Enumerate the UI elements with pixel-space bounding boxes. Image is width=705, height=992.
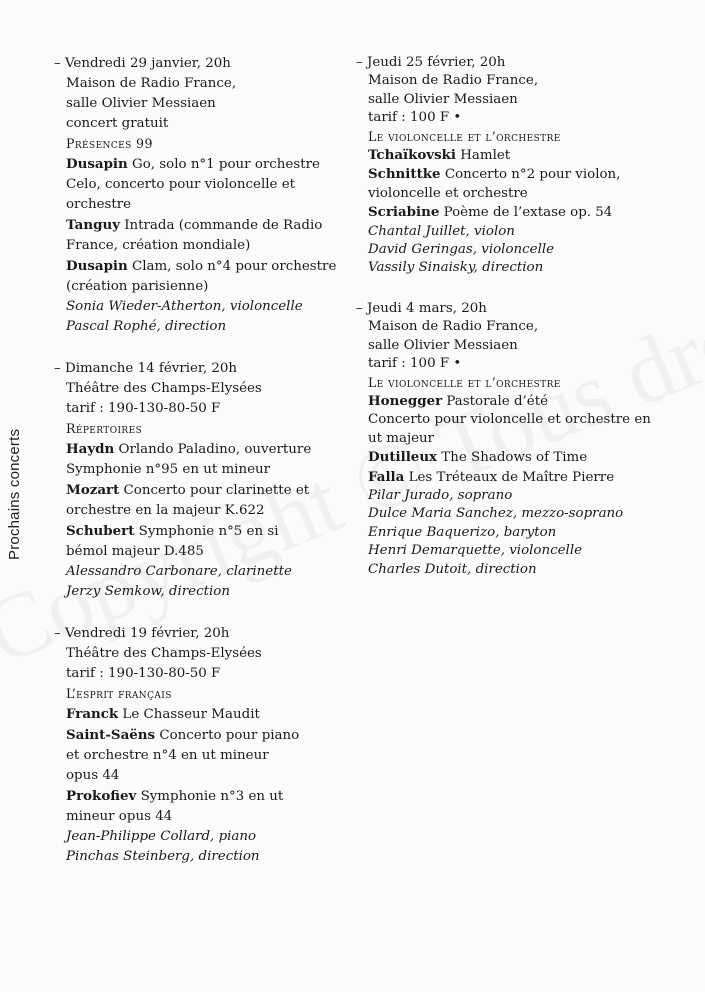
line-text: Jean-Philippe Collard, piano: [66, 829, 257, 844]
line-text: Symphonie n°95 en ut mineur: [66, 462, 271, 477]
info-line: [54, 94, 344, 114]
info-line: [54, 460, 344, 480]
info-line: [54, 114, 344, 134]
composer-name: Honegger: [368, 392, 443, 409]
line-text: Symphonie n°5 en si: [134, 524, 279, 539]
info-line: [356, 109, 696, 127]
info-line: [54, 746, 344, 766]
line-text: Hamlet: [455, 148, 511, 164]
line-text: Les Tréteaux de Maître Pierre: [404, 469, 615, 485]
line-text: Orlando Paladino, ouverture: [114, 442, 312, 457]
series-title: [356, 374, 696, 392]
line-text: Sonia Wieder-Atherton, violoncelle: [66, 299, 303, 314]
composer-name: Franck: [66, 706, 119, 722]
composer-name: Schubert: [66, 523, 135, 539]
line-text: The Shadows of Time: [437, 450, 588, 466]
series-title: [356, 128, 696, 146]
composer-name: Falla: [368, 468, 405, 485]
performer-line: [54, 827, 344, 847]
line-text: concert gratuit: [66, 116, 169, 131]
line-text: Symphonie n°3 en ut: [136, 789, 284, 804]
program-item: [54, 521, 344, 542]
line-text: ut majeur: [368, 430, 435, 446]
info-line: [356, 430, 696, 448]
info-line: [54, 807, 344, 827]
composer-name: Haydn: [66, 441, 115, 457]
line-text: orchestre: [66, 197, 132, 212]
concert-date: – Dimanche 14 février, 20h: [54, 361, 238, 376]
composer-name: Mozart: [66, 482, 120, 498]
composer-name: Saint-Saëns: [66, 727, 156, 743]
line-text: violoncelle et orchestre: [368, 185, 528, 201]
line-text: Go, solo n°1 pour orchestre: [127, 157, 320, 172]
concert-date: – Vendredi 29 janvier, 20h: [54, 56, 231, 71]
performer-line: [356, 259, 696, 277]
series-title: [54, 134, 344, 154]
info-line: [356, 72, 696, 90]
concert-date: – Vendredi 19 février, 20h: [54, 626, 230, 641]
program-item: [54, 725, 344, 746]
series-title: [54, 684, 344, 704]
concert-entry: [356, 300, 696, 579]
line-text: Le violoncelle et l’orchestre: [368, 374, 561, 390]
info-line: [54, 399, 344, 419]
info-line: [54, 175, 344, 195]
composer-name: Tchaïkovski: [368, 147, 456, 164]
line-text: opus 44: [66, 768, 120, 783]
info-line: [356, 411, 696, 429]
line-text: Pastorale d’été: [442, 393, 549, 409]
composer-name: Dusapin: [66, 156, 128, 172]
line-text: Intrada (commande de Radio: [119, 218, 323, 233]
line-text: Théâtre des Champs-Elysées: [66, 381, 262, 396]
program-item: [356, 468, 696, 487]
info-line: [54, 501, 344, 521]
line-text: salle Olivier Messiaen: [368, 337, 518, 353]
line-text: Concerto pour clarinette et: [119, 483, 310, 498]
program-item: [54, 215, 344, 236]
line-text: Concerto n°2 pour violon,: [440, 167, 621, 183]
line-text: Le Chasseur Maudit: [118, 707, 260, 722]
performer-line: [356, 505, 696, 523]
concert-entry: [54, 54, 344, 337]
performer-line: [54, 317, 344, 337]
composer-name: Tanguy: [66, 217, 120, 233]
side-label: Prochains concerts: [6, 428, 23, 560]
line-text: Enrique Baquerizo, baryton: [368, 524, 557, 540]
info-line: [54, 277, 344, 297]
line-text: salle Olivier Messiaen: [66, 96, 216, 111]
line-text: Théâtre des Champs-Elysées: [66, 646, 262, 661]
line-text: Dulce Maria Sanchez, mezzo-soprano: [368, 506, 624, 522]
line-text: Clam, solo n°4 pour orchestre: [127, 259, 337, 274]
line-text: Maison de Radio France,: [368, 73, 539, 89]
line-text: Concerto pour violoncelle et orchestre en: [368, 412, 651, 428]
info-line: [356, 318, 696, 336]
info-line: [54, 664, 344, 684]
program-item: [54, 704, 344, 725]
performer-line: [54, 847, 344, 867]
performer-line: [54, 582, 344, 602]
line-text: David Geringas, violoncelle: [368, 242, 555, 258]
info-line: [54, 542, 344, 562]
line-text: France, création mondiale): [66, 238, 251, 253]
line-text: bémol majeur D.485: [66, 544, 204, 559]
line-text: (création parisienne): [66, 279, 209, 294]
line-text: Pilar Jurado, soprano: [368, 487, 513, 503]
concert-date: – Jeudi 25 février, 20h: [356, 55, 506, 70]
composer-name: Schnittke: [368, 166, 441, 183]
program-item: [54, 256, 344, 277]
line-text: Chantal Juillet, violon: [368, 223, 515, 239]
line-text: tarif : 190-130-80-50 F: [66, 666, 221, 681]
line-text: Pascal Rophé, direction: [66, 319, 227, 334]
line-text: mineur opus 44: [66, 809, 173, 824]
line-text: Vassily Sinaisky, direction: [368, 260, 544, 276]
program-item: [356, 165, 696, 184]
line-text: Répertoires: [66, 421, 143, 436]
line-text: Maison de Radio France,: [66, 76, 237, 91]
program-item: [54, 480, 344, 501]
info-line: [54, 644, 344, 664]
performer-line: [356, 542, 696, 560]
program-item: [356, 146, 696, 165]
performer-line: [54, 562, 344, 582]
line-text: et orchestre n°4 en ut mineur: [66, 748, 269, 763]
right-column: [356, 54, 696, 601]
program-item: [54, 786, 344, 807]
line-text: Pinchas Steinberg, direction: [66, 849, 260, 864]
line-text: tarif : 100 F •: [368, 356, 462, 372]
series-title: [54, 419, 344, 439]
line-text: orchestre en la majeur K.622: [66, 503, 265, 518]
program-item: [54, 439, 344, 460]
line-text: tarif : 190-130-80-50 F: [66, 401, 221, 416]
info-line: [54, 74, 344, 94]
program-item: [54, 154, 344, 175]
left-column: [54, 54, 344, 889]
composer-name: Scriabine: [368, 204, 440, 221]
line-text: Poème de l’extase op. 54: [439, 205, 613, 221]
composer-name: Dusapin: [66, 258, 128, 274]
program-item: [356, 392, 696, 411]
info-line: [54, 236, 344, 256]
performer-line: [356, 487, 696, 505]
info-line: [356, 185, 696, 203]
program-item: [356, 448, 696, 467]
line-text: Concerto pour piano: [155, 728, 300, 743]
composer-name: Dutilleux: [368, 449, 438, 466]
line-text: Celo, concerto pour violoncelle et: [66, 177, 296, 192]
composer-name: Prokofiev: [66, 788, 137, 804]
line-text: Charles Dutoit, direction: [368, 561, 537, 577]
line-text: Henri Demarquette, violoncelle: [368, 543, 583, 559]
concert-entry: [356, 54, 696, 278]
line-text: tarif : 100 F •: [368, 110, 462, 126]
line-text: salle Olivier Messiaen: [368, 91, 518, 107]
line-text: L’esprit français: [66, 686, 172, 701]
performer-line: [356, 241, 696, 259]
info-line: [54, 379, 344, 399]
concert-date: – Jeudi 4 mars, 20h: [356, 300, 487, 316]
performer-line: [356, 524, 696, 542]
concert-entry: [54, 624, 344, 867]
info-line: [356, 91, 696, 109]
line-text: Présences 99: [66, 136, 153, 151]
concert-entry: [54, 359, 344, 602]
info-line: [356, 355, 696, 373]
performer-line: [54, 297, 344, 317]
program-item: [356, 203, 696, 222]
info-line: [356, 337, 696, 355]
performer-line: [356, 561, 696, 579]
line-text: Jerzy Semkow, direction: [66, 584, 230, 599]
info-line: [54, 195, 344, 215]
line-text: Alessandro Carbonare, clarinette: [66, 564, 292, 579]
line-text: Maison de Radio France,: [368, 319, 539, 335]
performer-line: [356, 223, 696, 241]
info-line: [54, 766, 344, 786]
line-text: Le violoncelle et l’orchestre: [368, 128, 561, 144]
